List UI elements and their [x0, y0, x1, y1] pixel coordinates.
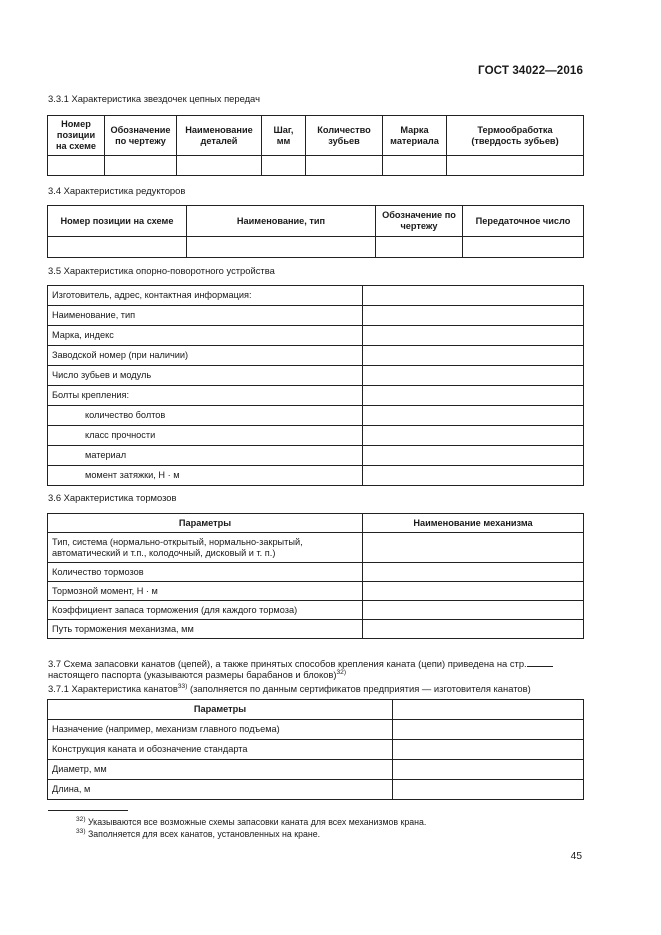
- gearboxes-table: [47, 205, 584, 258]
- param-label: Тормозной момент, Н · м: [48, 582, 363, 601]
- col-parameters: Параметры: [48, 514, 363, 533]
- col-value: [393, 700, 584, 720]
- value-cell[interactable]: [363, 326, 584, 346]
- param-label: класс прочности: [48, 426, 363, 446]
- col-position-number: Номер позиции на схеме: [48, 116, 105, 156]
- footnote-mark: 33): [76, 828, 86, 836]
- param-label: Количество тормозов: [48, 563, 363, 582]
- footnote-ref-32: 32): [336, 668, 347, 676]
- value-cell[interactable]: [363, 563, 584, 582]
- col-part-name: Наименование деталей: [177, 116, 262, 156]
- section-3-4-title: 3.4 Характеристика редукторов: [48, 185, 186, 196]
- page-number-blank[interactable]: [527, 657, 553, 667]
- col-mechanism-name: Наименование механизма: [363, 514, 584, 533]
- value-cell[interactable]: [363, 426, 584, 446]
- value-cell[interactable]: [363, 406, 584, 426]
- footnote-mark: 32): [76, 816, 86, 824]
- blank-cell[interactable]: [447, 156, 584, 176]
- param-label: Назначение (например, механизм главного подъема): [48, 720, 393, 740]
- section-3-6-title: 3.6 Характеристика тормозов: [48, 492, 177, 503]
- blank-cell[interactable]: [48, 156, 105, 176]
- col-parameters: Параметры: [48, 700, 393, 720]
- value-cell[interactable]: [363, 446, 584, 466]
- value-cell[interactable]: [363, 601, 584, 620]
- value-cell[interactable]: [363, 286, 584, 306]
- param-label: материал: [48, 446, 363, 466]
- param-label: момент затяжки, Н · м: [48, 466, 363, 486]
- value-cell[interactable]: [363, 366, 584, 386]
- param-label: Диаметр, мм: [48, 760, 393, 780]
- value-cell[interactable]: [363, 306, 584, 326]
- blank-cell[interactable]: [262, 156, 306, 176]
- value-cell[interactable]: [363, 620, 584, 639]
- slewing-device-table: [47, 285, 584, 486]
- value-cell[interactable]: [363, 466, 584, 486]
- value-cell[interactable]: [393, 780, 584, 800]
- blank-cell[interactable]: [177, 156, 262, 176]
- footnote-32: [76, 817, 426, 827]
- param-label: Путь торможения механизма, мм: [48, 620, 363, 639]
- section-3-7-1-title: [48, 683, 531, 694]
- col-name-type: Наименование, тип: [187, 206, 376, 237]
- section-3-3-1-title: 3.3.1 Характеристика звездочек цепных передач: [48, 93, 260, 104]
- section-3-7-1-label: 3.7.1 Характеристика канатов: [48, 683, 178, 694]
- param-label: количество болтов: [48, 406, 363, 426]
- section-3-7-line2: [48, 669, 346, 680]
- blank-cell[interactable]: [48, 237, 187, 258]
- value-cell[interactable]: [393, 760, 584, 780]
- blank-cell[interactable]: [187, 237, 376, 258]
- footnote-33: [76, 829, 320, 839]
- blank-cell[interactable]: [306, 156, 383, 176]
- brakes-table: [47, 513, 584, 639]
- value-cell[interactable]: [363, 346, 584, 366]
- footnote-ref-33: 33): [177, 682, 188, 690]
- footnote-text: Указываются все возможные схемы запасовки каната для всех механизмов крана.: [85, 817, 427, 827]
- value-cell[interactable]: [363, 386, 584, 406]
- section-3-7-line1: 3.7 Схема запасовки канатов (цепей), а также принятых способов крепления каната (цепи) приведена на стр.: [48, 658, 527, 669]
- param-label: Марка, индекс: [48, 326, 363, 346]
- param-label: Тип, система (нормально-открытый, нормально-закрытый, автоматический и т.п., колодочный, дисковый и т. п.): [48, 533, 363, 563]
- param-label: Заводской номер (при наличии): [48, 346, 363, 366]
- param-label: Число зубьев и модуль: [48, 366, 363, 386]
- col-material-grade: Марка материала: [383, 116, 447, 156]
- sprockets-table: [47, 115, 584, 176]
- value-cell[interactable]: [363, 582, 584, 601]
- blank-cell[interactable]: [383, 156, 447, 176]
- page-number: 45: [570, 851, 582, 862]
- col-drawing-designation: Обозначение по чертежу: [376, 206, 463, 237]
- col-position-number: Номер позиции на схеме: [48, 206, 187, 237]
- section-3-5-title: 3.5 Характеристика опорно-поворотного устройства: [48, 265, 275, 276]
- param-label: Наименование, тип: [48, 306, 363, 326]
- param-label: Длина, м: [48, 780, 393, 800]
- blank-cell[interactable]: [376, 237, 463, 258]
- col-heat-treatment: Термообработка (твердость зубьев): [447, 116, 584, 156]
- col-pitch: Шаг, мм: [262, 116, 306, 156]
- blank-cell[interactable]: [105, 156, 177, 176]
- param-label: Коэффициент запаса торможения (для каждого тормоза): [48, 601, 363, 620]
- col-gear-ratio: Передаточное число: [463, 206, 584, 237]
- param-label: Болты крепления:: [48, 386, 363, 406]
- value-cell[interactable]: [393, 740, 584, 760]
- value-cell[interactable]: [363, 533, 584, 563]
- col-teeth-count: Количество зубьев: [306, 116, 383, 156]
- ropes-table: [47, 699, 584, 800]
- standard-header: ГОСТ 34022—2016: [478, 64, 583, 77]
- footnote-text: Заполняется для всех канатов, установленных на кране.: [85, 829, 321, 839]
- section-3-7-line2-text: настоящего паспорта (указываются размеры барабанов и блоков): [48, 669, 337, 680]
- param-label: Конструкция каната и обозначение стандарта: [48, 740, 393, 760]
- col-drawing-designation: Обозначение по чертежу: [105, 116, 177, 156]
- section-3-7-text: [48, 657, 553, 669]
- value-cell[interactable]: [393, 720, 584, 740]
- param-label: Изготовитель, адрес, контактная информация:: [48, 286, 363, 306]
- section-3-7-1-note: (заполняется по данным сертификатов предприятия — изготовителя канатов): [187, 683, 531, 694]
- footnote-divider: [48, 810, 128, 811]
- blank-cell[interactable]: [463, 237, 584, 258]
